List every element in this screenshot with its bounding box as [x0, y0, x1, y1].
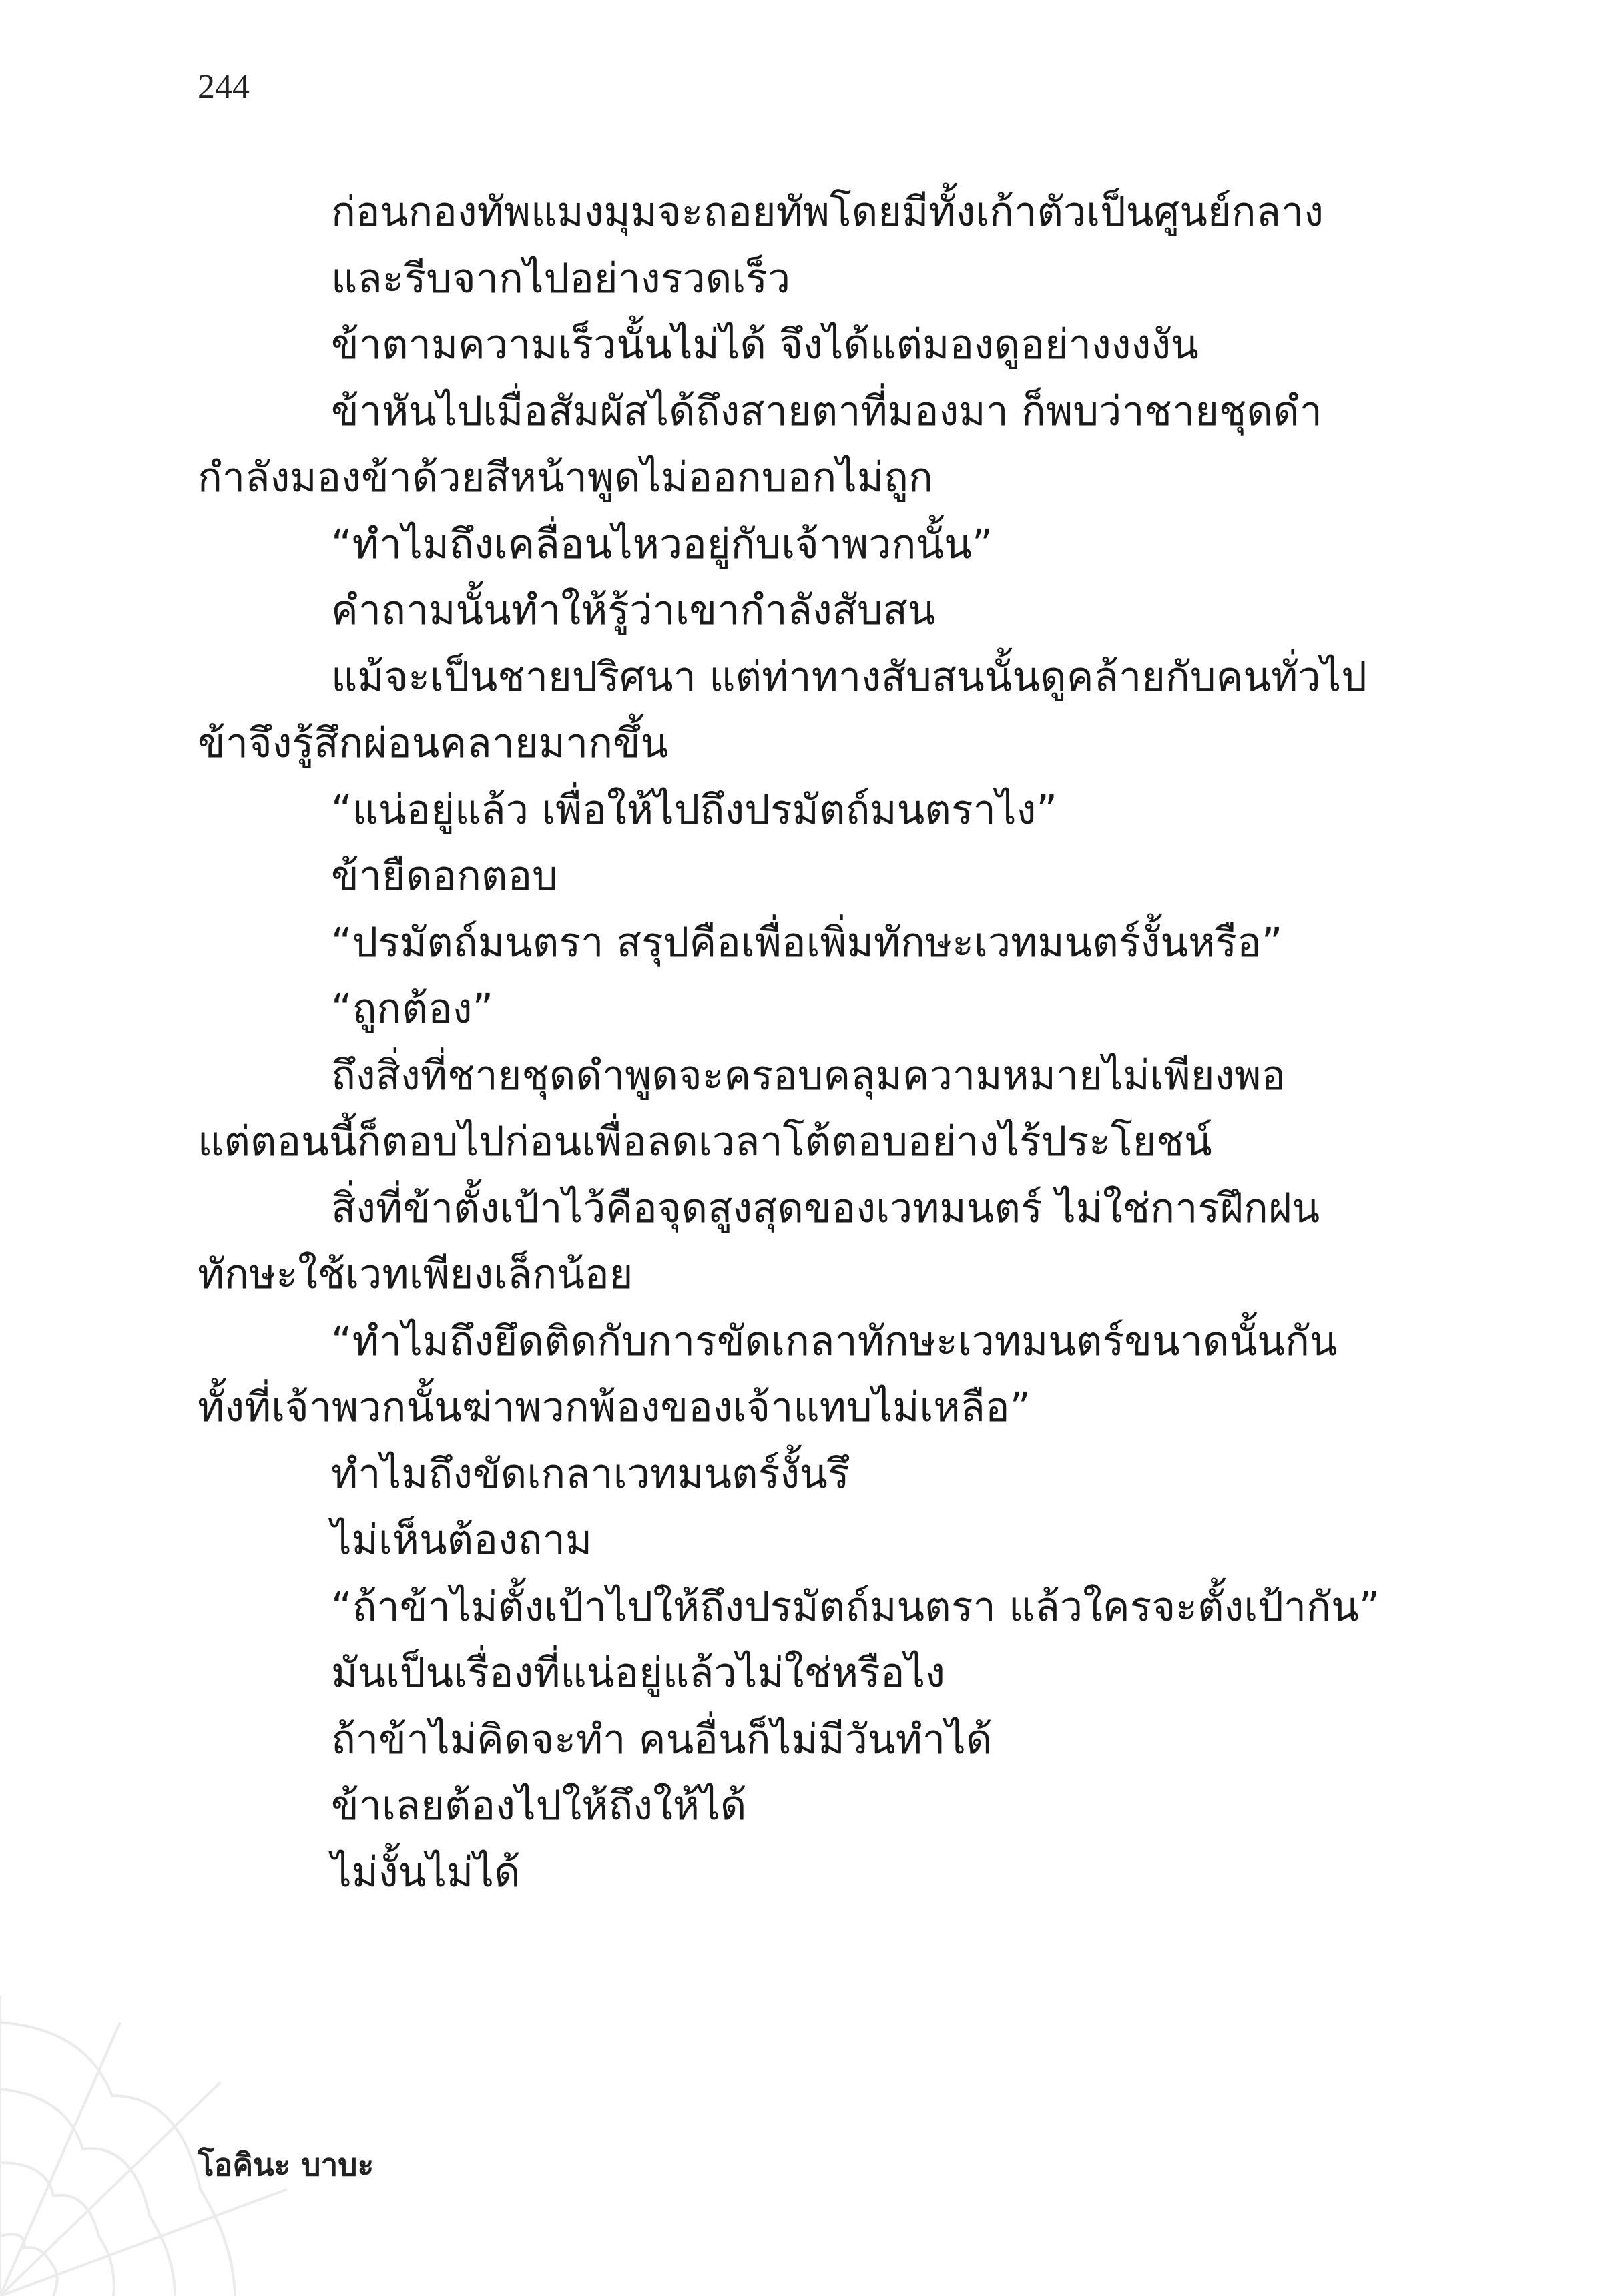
- text-line: ทักษะใช้เวทเพียงเล็กน้อย: [198, 1251, 633, 1298]
- text-line: แต่ตอนนี้ก็ตอบไปก่อนเพื่อลดเวลาโต้ตอบอย่างไร้ประโยชน์: [198, 1118, 1212, 1165]
- text-line: ก่อนกองทัพแมงมุมจะถอยทัพโดยมีทั้งเก้าตัวเป็นศูนย์กลาง: [331, 188, 1324, 236]
- page-number: 244: [198, 68, 250, 106]
- text-line: คำถามนั้นทำให้รู้ว่าเขากำลังสับสน: [331, 587, 936, 634]
- text-line: กำลังมองข้าด้วยสีหน้าพูดไม่ออกบอกไม่ถูก: [198, 454, 933, 501]
- cobweb-decoration: [0, 1996, 307, 2296]
- text-line: ข้าตามความเร็วนั้นไม่ได้ จึงได้แต่มองดูอย่างงงงัน: [331, 321, 1199, 368]
- text-line: แม้จะเป็นชายปริศนา แต่ท่าทางสับสนนั้นดูคล้ายกับคนทั่วไป: [331, 653, 1367, 701]
- footer-author: โอคินะ บาบะ: [198, 2146, 374, 2183]
- text-line: “ปรมัตถ์มนตรา สรุปคือเพื่อเพิ่มทักษะเวทมนตร์งั้นหรือ”: [331, 918, 1283, 966]
- text-line: ข้าหันไปเมื่อสัมผัสได้ถึงสายตาที่มองมา ก็พบว่าชายชุดดำ: [331, 387, 1322, 435]
- text-line: มันเป็นเรื่องที่แน่อยู่แล้วไม่ใช่หรือไง: [331, 1649, 945, 1697]
- text-line: ถึงสิ่งที่ชายชุดดำพูดจะครอบคลุมความหมายไม่เพียงพอ: [331, 1051, 1286, 1099]
- text-line: ทำไมถึงขัดเกลาเวทมนตร์งั้นรึ: [331, 1450, 850, 1498]
- text-line: ข้าจึงรู้สึกผ่อนคลายมากขึ้น: [198, 720, 669, 767]
- text-line: ข้ายืดอกตอบ: [331, 852, 558, 900]
- text-line: สิ่งที่ข้าตั้งเป้าไว้คือจุดสูงสุดของเวทมนตร์ ไม่ใช่การฝึกฝน: [331, 1184, 1320, 1232]
- text-line: ไม่งั้นไม่ได้: [331, 1848, 521, 1896]
- text-line: “ถูกต้อง”: [331, 985, 494, 1033]
- text-line: ข้าเลยต้องไปให้ถึงให้ได้: [331, 1782, 747, 1829]
- text-line: “แน่อยู่แล้ว เพื่อให้ไปถึงปรมัตถ์มนตราไง”: [331, 786, 1057, 834]
- text-line: ถ้าข้าไม่คิดจะทำ คนอื่นก็ไม่มีวันทำได้: [331, 1715, 993, 1763]
- text-line: ไม่เห็นต้องถาม: [331, 1516, 593, 1564]
- text-line: และรีบจากไปอย่างรวดเร็ว: [331, 254, 791, 302]
- text-line: “ทำไมถึงยึดติดกับการขัดเกลาทักษะเวทมนตร์ขนาดนั้นกัน: [331, 1317, 1338, 1365]
- body-text: [198, 179, 1412, 1906]
- text-line: “ทำไมถึงเคลื่อนไหวอยู่กับเจ้าพวกนั้น”: [331, 520, 993, 568]
- text-line: “ถ้าข้าไม่ตั้งเป้าไปให้ถึงปรมัตถ์มนตรา แล้วใครจะตั้งเป้ากัน”: [331, 1583, 1380, 1631]
- text-line: ทั้งที่เจ้าพวกนั้นฆ่าพวกพ้องของเจ้าแทบไม่เหลือ”: [198, 1384, 1031, 1431]
